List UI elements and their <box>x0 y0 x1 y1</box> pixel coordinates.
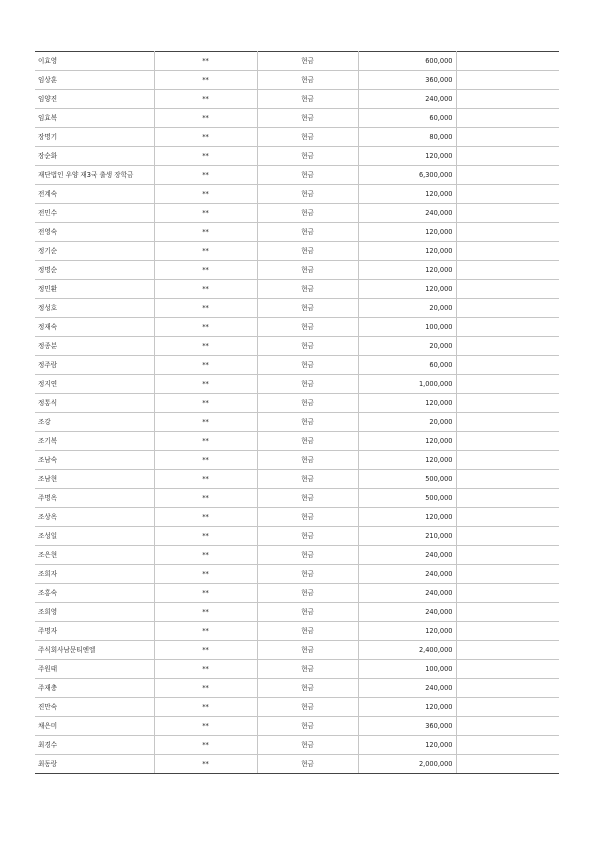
note-cell <box>456 565 559 584</box>
table-row <box>35 52 559 71</box>
donor-name-cell: 조상옥 <box>35 508 154 527</box>
donation-table <box>35 51 559 774</box>
donor-name-cell: 조희자 <box>35 565 154 584</box>
amount-cell: 60,000 <box>358 356 456 375</box>
donation-type-cell: 현금 <box>257 356 358 375</box>
note-cell <box>456 109 559 128</box>
donation-type-cell: 현금 <box>257 755 358 774</box>
table-row <box>35 679 559 698</box>
table-row <box>35 603 559 622</box>
donation-type-cell: 현금 <box>257 603 358 622</box>
donation-type-cell: 현금 <box>257 52 358 71</box>
donor-name-cell: 조남현 <box>35 470 154 489</box>
amount-cell: 20,000 <box>358 413 456 432</box>
table-row <box>35 337 559 356</box>
amount-cell: 120,000 <box>358 451 456 470</box>
donor-name-cell: 정명순 <box>35 261 154 280</box>
donation-type-cell: 현금 <box>257 166 358 185</box>
note-cell <box>456 299 559 318</box>
masked-id-cell: ** <box>154 166 257 185</box>
note-cell <box>456 736 559 755</box>
note-cell <box>456 546 559 565</box>
masked-id-cell: ** <box>154 185 257 204</box>
table-row <box>35 90 559 109</box>
masked-id-cell: ** <box>154 755 257 774</box>
note-cell <box>456 432 559 451</box>
masked-id-cell: ** <box>154 375 257 394</box>
note-cell <box>456 280 559 299</box>
table-row <box>35 546 559 565</box>
table-row <box>35 109 559 128</box>
table-row <box>35 166 559 185</box>
masked-id-cell: ** <box>154 698 257 717</box>
amount-cell: 500,000 <box>358 470 456 489</box>
note-cell <box>456 204 559 223</box>
donor-name-cell: 채은미 <box>35 717 154 736</box>
donation-type-cell: 현금 <box>257 337 358 356</box>
note-cell <box>456 413 559 432</box>
donation-type-cell: 현금 <box>257 71 358 90</box>
donation-type-cell: 현금 <box>257 698 358 717</box>
masked-id-cell: ** <box>154 90 257 109</box>
donor-name-cell: 주재충 <box>35 679 154 698</box>
table-row <box>35 660 559 679</box>
donor-name-cell: 조남숙 <box>35 451 154 470</box>
table-row <box>35 432 559 451</box>
donor-name-cell: 정성호 <box>35 299 154 318</box>
table-row <box>35 261 559 280</box>
table-row <box>35 565 559 584</box>
donor-name-cell: 조성일 <box>35 527 154 546</box>
masked-id-cell: ** <box>154 128 257 147</box>
masked-id-cell: ** <box>154 413 257 432</box>
masked-id-cell: ** <box>154 394 257 413</box>
amount-cell: 80,000 <box>358 128 456 147</box>
amount-cell: 20,000 <box>358 337 456 356</box>
masked-id-cell: ** <box>154 71 257 90</box>
donor-name-cell: 전계숙 <box>35 185 154 204</box>
masked-id-cell: ** <box>154 508 257 527</box>
note-cell <box>456 489 559 508</box>
amount-cell: 120,000 <box>358 736 456 755</box>
note-cell <box>456 318 559 337</box>
masked-id-cell: ** <box>154 565 257 584</box>
masked-id-cell: ** <box>154 204 257 223</box>
donor-name-cell: 장명기 <box>35 128 154 147</box>
table-row <box>35 717 559 736</box>
donor-name-cell: 정기순 <box>35 242 154 261</box>
donation-type-cell: 현금 <box>257 280 358 299</box>
table-row <box>35 755 559 774</box>
masked-id-cell: ** <box>154 584 257 603</box>
donation-type-cell: 현금 <box>257 508 358 527</box>
donation-type-cell: 현금 <box>257 432 358 451</box>
donation-type-cell: 현금 <box>257 470 358 489</box>
table-row <box>35 147 559 166</box>
note-cell <box>456 641 559 660</box>
amount-cell: 240,000 <box>358 603 456 622</box>
donor-name-cell: 재단법인 우양 재3국 출생 장학금 <box>35 166 154 185</box>
table-row <box>35 736 559 755</box>
note-cell <box>456 337 559 356</box>
amount-cell: 20,000 <box>358 299 456 318</box>
donation-type-cell: 현금 <box>257 375 358 394</box>
table-row <box>35 204 559 223</box>
amount-cell: 360,000 <box>358 717 456 736</box>
amount-cell: 120,000 <box>358 394 456 413</box>
donation-type-cell: 현금 <box>257 736 358 755</box>
donation-type-cell: 현금 <box>257 147 358 166</box>
amount-cell: 2,000,000 <box>358 755 456 774</box>
table-row <box>35 318 559 337</box>
donation-type-cell: 현금 <box>257 641 358 660</box>
note-cell <box>456 147 559 166</box>
donation-type-cell: 현금 <box>257 527 358 546</box>
donation-type-cell: 현금 <box>257 204 358 223</box>
table-row <box>35 71 559 90</box>
donation-table-body <box>35 52 559 774</box>
donation-type-cell: 현금 <box>257 90 358 109</box>
table-row <box>35 185 559 204</box>
amount-cell: 60,000 <box>358 109 456 128</box>
donor-name-cell: 정재숙 <box>35 318 154 337</box>
donor-name-cell: 정통식 <box>35 394 154 413</box>
note-cell <box>456 90 559 109</box>
table-row <box>35 641 559 660</box>
masked-id-cell: ** <box>154 147 257 166</box>
donor-name-cell: 진만숙 <box>35 698 154 717</box>
amount-cell: 6,300,000 <box>358 166 456 185</box>
amount-cell: 210,000 <box>358 527 456 546</box>
donation-type-cell: 현금 <box>257 223 358 242</box>
table-row <box>35 242 559 261</box>
note-cell <box>456 508 559 527</box>
donor-name-cell: 정종분 <box>35 337 154 356</box>
masked-id-cell: ** <box>154 641 257 660</box>
donation-type-cell: 현금 <box>257 299 358 318</box>
note-cell <box>456 394 559 413</box>
donation-type-cell: 현금 <box>257 109 358 128</box>
donation-type-cell: 현금 <box>257 717 358 736</box>
amount-cell: 500,000 <box>358 489 456 508</box>
note-cell <box>456 584 559 603</box>
donor-name-cell: 조강 <box>35 413 154 432</box>
masked-id-cell: ** <box>154 242 257 261</box>
amount-cell: 240,000 <box>358 546 456 565</box>
note-cell <box>456 185 559 204</box>
table-row <box>35 622 559 641</box>
masked-id-cell: ** <box>154 603 257 622</box>
note-cell <box>456 242 559 261</box>
donor-name-cell: 임상훈 <box>35 71 154 90</box>
donor-name-cell: 조홍숙 <box>35 584 154 603</box>
donor-name-cell: 조희영 <box>35 603 154 622</box>
note-cell <box>456 755 559 774</box>
donation-type-cell: 현금 <box>257 679 358 698</box>
donor-name-cell: 주원태 <box>35 660 154 679</box>
table-row <box>35 356 559 375</box>
table-row <box>35 489 559 508</box>
amount-cell: 360,000 <box>358 71 456 90</box>
amount-cell: 120,000 <box>358 698 456 717</box>
amount-cell: 240,000 <box>358 679 456 698</box>
amount-cell: 120,000 <box>358 622 456 641</box>
donation-type-cell: 현금 <box>257 584 358 603</box>
note-cell <box>456 717 559 736</box>
donation-type-cell: 현금 <box>257 318 358 337</box>
donor-name-cell: 조기복 <box>35 432 154 451</box>
amount-cell: 120,000 <box>358 261 456 280</box>
note-cell <box>456 223 559 242</box>
amount-cell: 240,000 <box>358 90 456 109</box>
amount-cell: 120,000 <box>358 147 456 166</box>
table-row <box>35 584 559 603</box>
note-cell <box>456 71 559 90</box>
masked-id-cell: ** <box>154 546 257 565</box>
masked-id-cell: ** <box>154 736 257 755</box>
donor-name-cell: 정주람 <box>35 356 154 375</box>
masked-id-cell: ** <box>154 299 257 318</box>
amount-cell: 120,000 <box>358 185 456 204</box>
note-cell <box>456 603 559 622</box>
note-cell <box>456 52 559 71</box>
table-row <box>35 223 559 242</box>
donation-type-cell: 현금 <box>257 413 358 432</box>
masked-id-cell: ** <box>154 337 257 356</box>
amount-cell: 2,400,000 <box>358 641 456 660</box>
note-cell <box>456 261 559 280</box>
amount-cell: 100,000 <box>358 660 456 679</box>
donation-type-cell: 현금 <box>257 394 358 413</box>
table-row <box>35 375 559 394</box>
note-cell <box>456 622 559 641</box>
donor-name-cell: 이효영 <box>35 52 154 71</box>
donation-type-cell: 현금 <box>257 565 358 584</box>
amount-cell: 240,000 <box>358 565 456 584</box>
amount-cell: 240,000 <box>358 584 456 603</box>
donation-type-cell: 현금 <box>257 660 358 679</box>
masked-id-cell: ** <box>154 622 257 641</box>
amount-cell: 120,000 <box>358 432 456 451</box>
masked-id-cell: ** <box>154 679 257 698</box>
masked-id-cell: ** <box>154 470 257 489</box>
masked-id-cell: ** <box>154 489 257 508</box>
note-cell <box>456 451 559 470</box>
amount-cell: 120,000 <box>358 223 456 242</box>
donation-type-cell: 현금 <box>257 622 358 641</box>
masked-id-cell: ** <box>154 109 257 128</box>
amount-cell: 600,000 <box>358 52 456 71</box>
masked-id-cell: ** <box>154 318 257 337</box>
note-cell <box>456 679 559 698</box>
masked-id-cell: ** <box>154 356 257 375</box>
masked-id-cell: ** <box>154 432 257 451</box>
note-cell <box>456 527 559 546</box>
masked-id-cell: ** <box>154 223 257 242</box>
donation-type-cell: 현금 <box>257 128 358 147</box>
donor-name-cell: 전민수 <box>35 204 154 223</box>
table-row <box>35 527 559 546</box>
amount-cell: 120,000 <box>358 242 456 261</box>
donation-type-cell: 현금 <box>257 451 358 470</box>
donor-name-cell: 전영숙 <box>35 223 154 242</box>
donor-name-cell: 최경수 <box>35 736 154 755</box>
table-row <box>35 299 559 318</box>
donation-type-cell: 현금 <box>257 489 358 508</box>
masked-id-cell: ** <box>154 717 257 736</box>
masked-id-cell: ** <box>154 451 257 470</box>
note-cell <box>456 356 559 375</box>
table-row <box>35 698 559 717</box>
amount-cell: 100,000 <box>358 318 456 337</box>
donor-name-cell: 주명자 <box>35 622 154 641</box>
donor-name-cell: 임양진 <box>35 90 154 109</box>
amount-cell: 240,000 <box>358 204 456 223</box>
donation-type-cell: 현금 <box>257 261 358 280</box>
table-row <box>35 508 559 527</box>
donor-name-cell: 주명옥 <box>35 489 154 508</box>
masked-id-cell: ** <box>154 660 257 679</box>
masked-id-cell: ** <box>154 261 257 280</box>
donor-name-cell: 최동랑 <box>35 755 154 774</box>
donor-name-cell: 조은현 <box>35 546 154 565</box>
table-row <box>35 451 559 470</box>
note-cell <box>456 375 559 394</box>
donor-name-cell: 정지연 <box>35 375 154 394</box>
donation-type-cell: 현금 <box>257 546 358 565</box>
note-cell <box>456 698 559 717</box>
donor-name-cell: 정민환 <box>35 280 154 299</box>
table-row <box>35 413 559 432</box>
table-row <box>35 470 559 489</box>
donor-name-cell: 장순화 <box>35 147 154 166</box>
amount-cell: 120,000 <box>358 280 456 299</box>
donation-type-cell: 현금 <box>257 185 358 204</box>
table-row <box>35 280 559 299</box>
note-cell <box>456 470 559 489</box>
amount-cell: 120,000 <box>358 508 456 527</box>
table-row <box>35 128 559 147</box>
note-cell <box>456 128 559 147</box>
table-row <box>35 394 559 413</box>
amount-cell: 1,000,000 <box>358 375 456 394</box>
note-cell <box>456 660 559 679</box>
donor-name-cell: 임효복 <box>35 109 154 128</box>
masked-id-cell: ** <box>154 280 257 299</box>
note-cell <box>456 166 559 185</box>
masked-id-cell: ** <box>154 52 257 71</box>
donation-type-cell: 현금 <box>257 242 358 261</box>
donor-name-cell: 주식회사남문티엔엘 <box>35 641 154 660</box>
masked-id-cell: ** <box>154 527 257 546</box>
